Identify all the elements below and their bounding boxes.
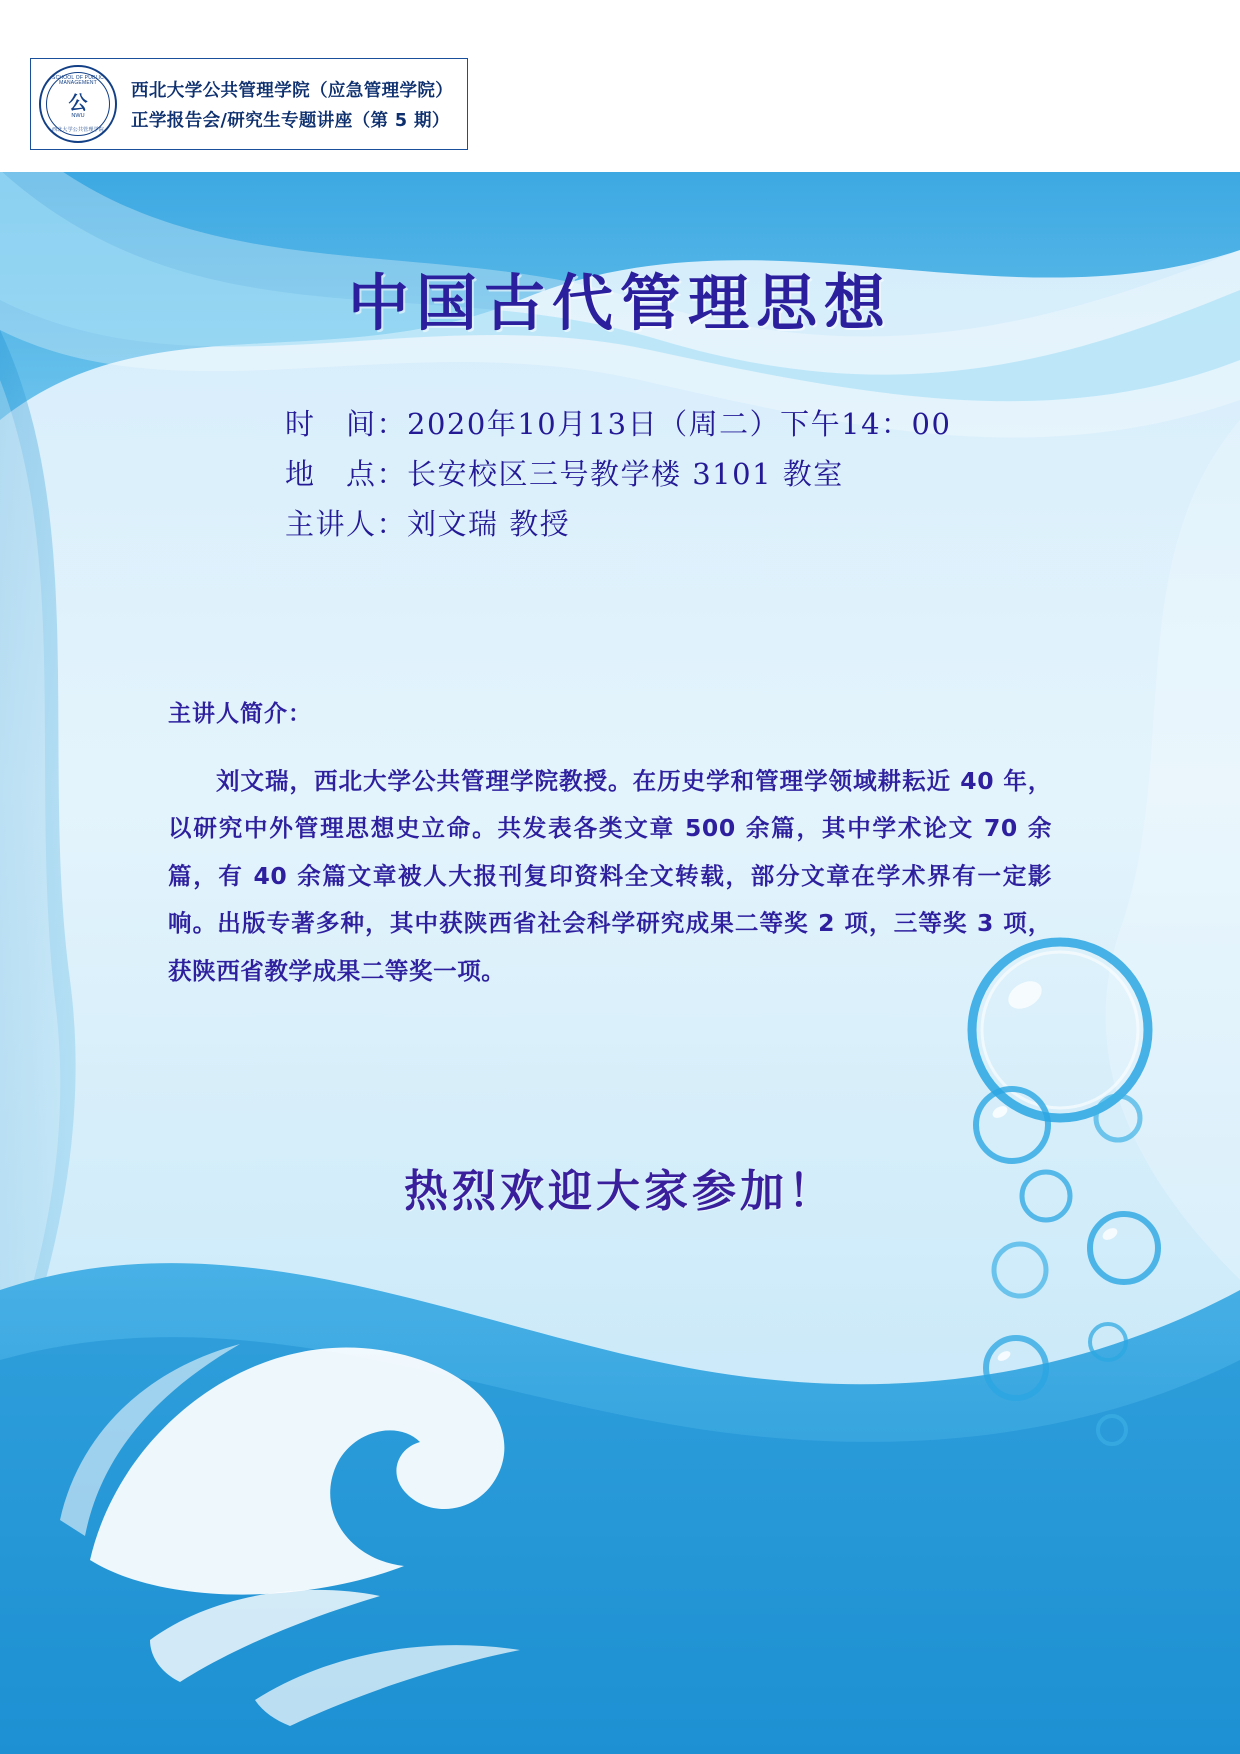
event-location-value: 长安校区三号教学楼 3101 教室 (407, 456, 844, 491)
event-speaker-label: 主讲人： (285, 506, 408, 541)
event-time-row (285, 400, 951, 450)
event-location-row (285, 450, 951, 500)
speaker-bio-heading: 主讲人简介： (168, 701, 312, 727)
crest-arc-bottom-text: 西北大学公共管理学院 (51, 127, 104, 133)
speaker-bio-body: 刘文瑞，西北大学公共管理学院教授。在历史学和管理学领域耕耘近 40 年，以研究中外管理思想史立命。共发表各类文章 500 余篇，其中学术论文 70 余篇，有 40 余篇文章被人大报刊复印资料全文转载，部分文章在学术界有一定影响。出版专著多种，其中获陕西省社会科学研究成果二等奖 2 项，三等奖 3 项，获陕西省教学成果二等奖一项。 (168, 767, 1052, 985)
page-title: 中国古代管理思想 (347, 268, 892, 339)
crest-arc-top-text: SCHOOL OF PUBLIC MANAGEMENT (52, 75, 104, 86)
org-line-2: 正学报告会/研究生专题讲座（第 5 期） (131, 110, 450, 131)
crest-center-glyph: 公 (68, 92, 88, 115)
institution-title-lines (131, 77, 453, 132)
speaker-bio-section (168, 695, 1052, 995)
crest-sub-text: NWU (71, 112, 85, 119)
org-line-1: 西北大学公共管理学院（应急管理学院） (131, 80, 454, 101)
institution-logo-block (30, 58, 468, 150)
university-crest-icon (39, 65, 117, 143)
event-speaker-row (285, 500, 951, 550)
welcome-message: 热烈欢迎大家参加！ (404, 1166, 836, 1217)
event-time-value: 2020年10月13日（周二）下午14：00 (407, 407, 952, 441)
event-details (285, 400, 951, 550)
event-time-label: 时 间： (285, 407, 408, 441)
event-speaker-value: 刘文瑞 教授 (407, 506, 571, 541)
event-location-label: 地 点： (285, 456, 408, 491)
